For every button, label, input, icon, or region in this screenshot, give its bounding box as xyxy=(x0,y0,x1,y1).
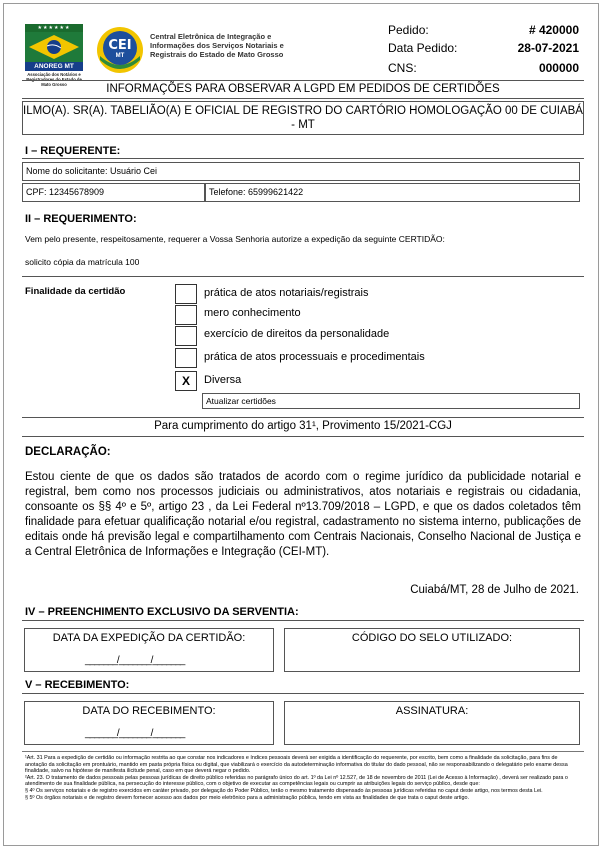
assinatura-box xyxy=(284,701,580,745)
pedido-label: Pedido: xyxy=(388,23,429,37)
requerimento-heading: II – REQUERIMENTO: xyxy=(25,213,137,225)
footnote: ¹Art. 31 Para a expedição de certidão ou informação restrita ao que constar nos indicadores e índices pessoais deverá ser exigida a identificação do requerente, por escrito, bem como a finalidade da solicitação, para fins de anotação da solicitação em prontuário, mantido em pasta própria física ou digital, que viabilizará o exercício da autodeterminação informativa do titular do dado pessoal, não se responsabilizando o delegatário pelo exame dessa finalidade, salvo na hipótese de manifesta ilicitude penal, caso em que deverá negar o pedido. xyxy=(25,755,568,775)
date-blank: _______/_______/_______ xyxy=(85,728,185,739)
option-label: mero conhecimento xyxy=(204,307,301,319)
cns-label: CNS: xyxy=(388,61,417,75)
recebimento-heading: V – RECEBIMENTO: xyxy=(25,679,130,691)
cei-title-line: Central Eletrônica de Integração e xyxy=(150,32,272,41)
anoreg-stars: ★★★★★★ xyxy=(25,24,83,32)
data-recebimento-box xyxy=(24,701,274,745)
checkbox-notariais[interactable] xyxy=(175,284,197,304)
cei-title-line: Informações dos Serviços Notariais e xyxy=(150,41,284,50)
cei-logo-sub: MT xyxy=(115,53,125,59)
divider xyxy=(22,693,584,694)
divider xyxy=(22,417,584,418)
data-expedicao-label: DATA DA EXPEDIÇÃO DA CERTIDÃO: xyxy=(52,632,246,644)
anoreg-name: ANOREG MT xyxy=(25,62,83,71)
footnotes xyxy=(25,755,581,801)
assinatura-label: ASSINATURA: xyxy=(395,705,469,717)
document-title: INFORMAÇÕES PARA OBSERVAR A LGPD EM PEDIDOS DE CERTIDÕES xyxy=(22,80,584,99)
pedido-value: # 420000 xyxy=(528,23,579,37)
place-date: Cuiabá/MT, 28 de Julho de 2021. xyxy=(410,584,579,596)
anoreg-flag-icon xyxy=(25,32,83,62)
requerimento-text: solicito cópia da matrícula 100 xyxy=(25,257,140,267)
checkbox-personalidade[interactable] xyxy=(175,326,197,346)
serventia-heading: IV – PREENCHIMENTO EXCLUSIVO DA SERVENTIA: xyxy=(25,606,299,618)
data-expedicao-box xyxy=(24,628,274,672)
cei-logo-text: CEI xyxy=(108,38,132,53)
declaracao-text: Estou ciente de que os dados são tratados de acordo com o regime jurídico da publicidade notarial e registral, bem como nos processos judiciais ou administrativos, atos notariais e registrais ou cidadania, consoante os §§ 4º e 5º, artigo 23 , da Lei Federal nº13.709/2018 – LGPD, e que os dados coletados têm finalidade para efetuar qualificação notarial e/ou registral, cadastramento no sistema interno, publicações de editais onde há previsão legal e compartilhamento com Centrais Nacionais, Conselho Nacional de Justiça e a Central Eletrônica de Informações e Integração (CEI-MT). xyxy=(25,471,581,558)
cei-title-line: Registrais do Estado de Mato Grosso xyxy=(150,50,284,59)
solicitante-name-field: Nome do solicitante: Usuário Cei xyxy=(22,162,580,181)
cei-title xyxy=(150,32,320,59)
option-label: prática de atos processuais e procedimentais xyxy=(204,351,425,363)
option-label: exercício de direitos da personalidade xyxy=(204,328,390,340)
checkbox-processuais[interactable] xyxy=(175,348,197,368)
codigo-selo-label: CÓDIGO DO SELO UTILIZADO: xyxy=(351,632,513,644)
cns-value: 000000 xyxy=(538,61,579,75)
checkbox-conhecimento[interactable] xyxy=(175,305,197,325)
cei-logo xyxy=(96,26,144,74)
data-pedido-value: 28-07-2021 xyxy=(517,41,579,55)
compliance-note: Para cumprimento do artigo 31¹, Provimento 15/2021-CGJ xyxy=(154,420,452,432)
data-pedido-label: Data Pedido: xyxy=(388,41,458,55)
diversa-detail-field: Atualizar certidões xyxy=(202,393,580,409)
finalidade-label: Finalidade da certidão xyxy=(25,286,126,297)
option-label: Diversa xyxy=(204,374,242,386)
divider xyxy=(22,436,584,437)
requerente-heading: I – REQUERENTE: xyxy=(25,145,121,157)
data-recebimento-label: DATA DO RECEBIMENTO: xyxy=(82,705,216,717)
date-blank: _______/_______/_______ xyxy=(85,655,185,666)
anoreg-subtitle: Associação dos Notários e Registradores do Estado de Mato Grosso xyxy=(26,72,82,87)
declaracao-heading: DECLARAÇÃO: xyxy=(25,446,111,458)
anoreg-logo xyxy=(25,24,83,87)
phone-field: Telefone: 65999621422 xyxy=(205,183,580,202)
cpf-field: CPF: 12345678909 xyxy=(22,183,205,202)
checkbox-diversa[interactable]: X xyxy=(175,371,197,391)
divider xyxy=(22,276,584,277)
addressee: ILMO(A). SR(A). TABELIÃO(A) E OFICIAL DE REGISTRO DO CARTÓRIO HOMOLOGAÇÃO 00 DE CUIABÁ - MT xyxy=(22,101,584,135)
footnote: ²Art. 23. O tratamento de dados pessoais pelas pessoas jurídicas de direito público referidas no parágrafo único do art. 1º da Lei nº 12.527, de 18 de novembro de 2011 (Lei de Acesso à Informação) , deverá ser realizado para o atendimento de sua finalidade pública, na persecução do interesse público, com o objetivo de executar as competências legais ou cumprir as atribuições legais do serviço público, desde que: xyxy=(25,774,568,788)
requerimento-intro: Vem pelo presente, respeitosamente, requerer a Vossa Senhoria autorize a expedição da seguinte CERTIDÃO: xyxy=(25,234,445,244)
codigo-selo-box xyxy=(284,628,580,672)
footnote: § 5º Os órgãos notariais e de registro devem fornecer acesso aos dados por meio eletrônico para a administração pública, tendo em vista as finalidades de que trata o caput deste artigo. xyxy=(25,794,469,801)
divider xyxy=(22,158,584,159)
divider xyxy=(22,620,584,621)
footnote-divider xyxy=(22,751,584,752)
option-label: prática de atos notariais/registrais xyxy=(204,287,369,299)
footnote: § 4º Os serviços notariais e de registro exercidos em caráter privado, por delegação do Poder Público, terão o mesmo tratamento dispensado às pessoas jurídicas referidas no caput deste artigo, nos termos desta Lei. xyxy=(25,787,543,794)
